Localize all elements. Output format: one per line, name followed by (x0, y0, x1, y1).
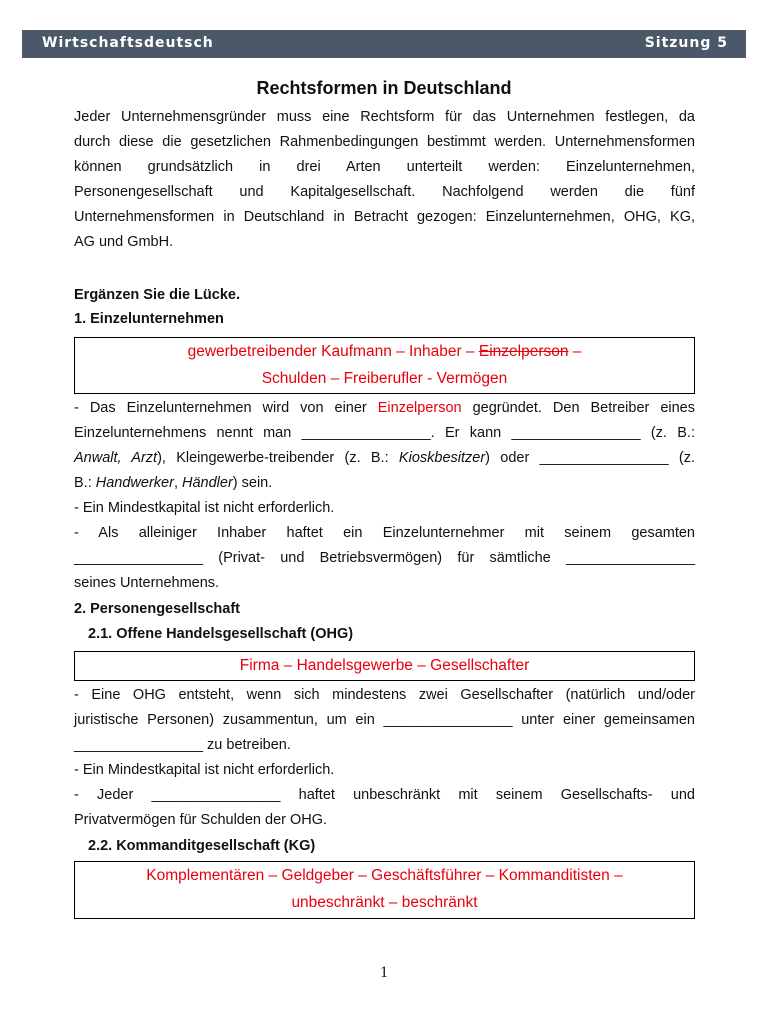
ohg-text (74, 683, 695, 833)
text-line: - Als alleiniger Inhaber haftet ein Einzelunternehmer mit seinem gesamten (74, 525, 695, 541)
section-heading-einzelunternehmen: 1. Einzelunternehmen (74, 311, 224, 327)
text-line: - Eine OHG entsteht, wenn sich mindestens zwei Gesellschafter (natürlich und/oder (74, 687, 695, 703)
document-header (22, 30, 746, 58)
text-line: - Jeder ________________ haftet unbeschränkt mit seinem Gesellschafts- und (74, 787, 695, 803)
text-line: Einzelunternehmens nennt man ________________. Er kann ________________ (z. B.: (74, 425, 695, 441)
text-line (74, 396, 695, 421)
example-text: Handwerker (95, 475, 174, 491)
text-line: - Ein Mindestkapital ist nicht erforderlich. (74, 762, 335, 778)
intro-line: Jeder Unternehmensgründer muss eine Rechtsform für das Unternehmen festlegen, da (74, 109, 695, 125)
intro-line: Personengesellschaft und Kapitalgesellschaft. Nachfolgend werden die fünf (74, 184, 695, 200)
example-text: Händler (182, 475, 233, 491)
word-box-line: Komplementären – Geldgeber – Geschäftsführer – Kommanditisten – (146, 867, 623, 884)
intro-paragraph (74, 105, 695, 255)
example-text: Kioskbesitzer (398, 450, 486, 466)
word-box-line: Schulden – Freiberufler - Vermögen (261, 370, 508, 387)
text-line: juristische Personen) zusammentun, um ein ________________ unter einer gemeinsamen (74, 712, 695, 728)
text-line (74, 446, 695, 471)
word-box-line: unbeschränkt – beschränkt (291, 894, 478, 911)
text-span: - Das Einzelunternehmen wird von einer (74, 400, 367, 416)
intro-line: durch diese die gesetzlichen Rahmenbedingungen bestimmt werden. Unternehmensformen (74, 134, 695, 150)
text-span: , (173, 475, 178, 491)
course-title: Wirtschaftsdeutsch (42, 35, 214, 51)
page-title: Rechtsformen in Deutschland (256, 78, 512, 98)
text-line: ________________ (Privat- und Betriebsvermögen) für sämtliche ________________ (74, 550, 695, 566)
session-label: Sitzung 5 (644, 35, 728, 51)
word-box-line (75, 338, 694, 365)
subsection-heading-ohg: 2.1. Offene Handelsgesellschaft (OHG) (88, 626, 354, 642)
word-box-kg (74, 861, 695, 919)
intro-line: können grundsätzlich in drei Arten unterteilt werden: Einzelunternehmen, (74, 159, 695, 175)
intro-line: AG und GmbH. (74, 234, 174, 250)
section-heading-personengesellschaft: 2. Personengesellschaft (74, 601, 241, 617)
task-instruction: Ergänzen Sie die Lücke. (74, 287, 240, 303)
word-box-line: Firma – Handelsgewerbe – Gesellschafter (239, 657, 530, 674)
subsection-heading-kg: 2.2. Kommanditgesellschaft (KG) (88, 838, 316, 854)
text-span: ) oder ________________ (z. (485, 450, 695, 466)
word-separator: – (572, 343, 582, 360)
page-number: 1 (380, 964, 388, 981)
einzelunternehmen-text (74, 396, 695, 596)
text-line (74, 471, 695, 496)
text-span: ) sein. (232, 475, 273, 491)
filled-answer: Einzelperson (377, 400, 462, 416)
used-word: Einzelperson (478, 343, 569, 360)
text-line: ________________ zu betreiben. (74, 737, 291, 753)
text-span: gegründet. Den Betreiber eines (472, 400, 696, 416)
example-text: Anwalt, Arzt (74, 450, 158, 466)
word-box-ohg (74, 651, 695, 681)
text-line: - Ein Mindestkapital ist nicht erforderlich. (74, 500, 335, 516)
text-span: B.: (74, 475, 92, 491)
text-line: seines Unternehmens. (74, 575, 220, 591)
text-line: Privatvermögen für Schulden der OHG. (74, 812, 328, 828)
text-span: ), Kleingewerbe-treibender (z. B.: (157, 450, 389, 466)
word-list: gewerbetreibender Kaufmann – Inhaber – (187, 343, 475, 360)
word-box-einzelunternehmen (74, 337, 695, 394)
intro-line: Unternehmensformen in Deutschland in Betracht gezogen: Einzelunternehmen, OHG, KG, (74, 209, 695, 225)
